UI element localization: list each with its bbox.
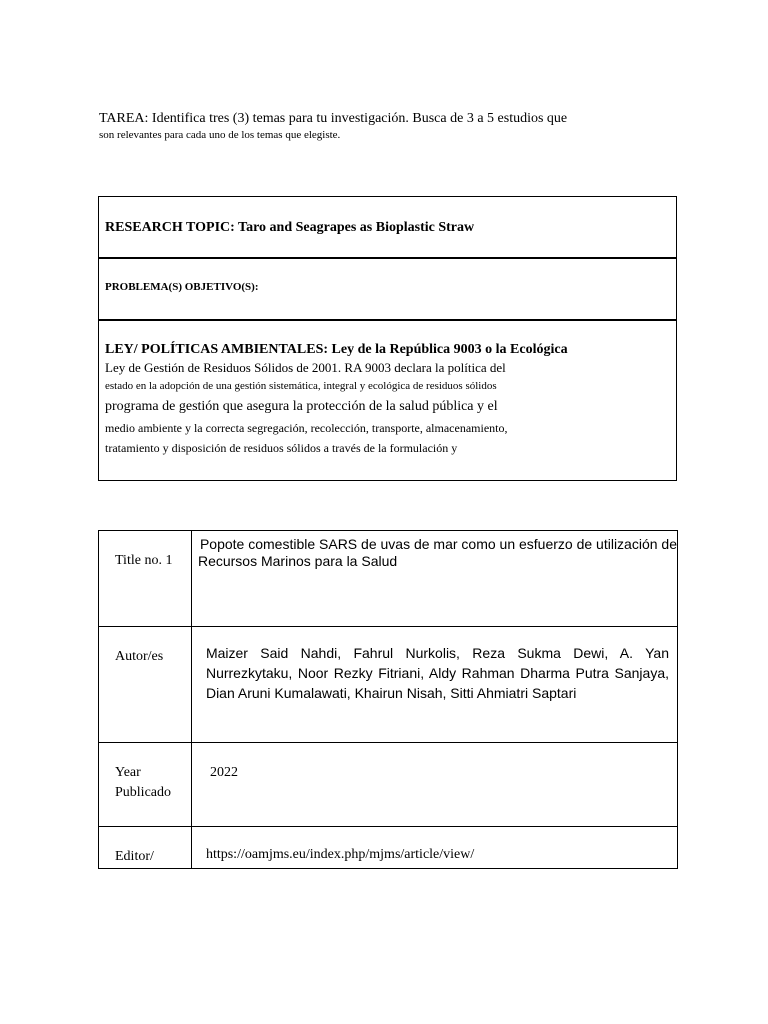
study-title-line-2: Recursos Marinos para la Salud bbox=[197, 553, 398, 569]
environmental-law-row bbox=[99, 321, 676, 458]
year-label-cell bbox=[99, 743, 192, 827]
year-label-line-2: Publicado bbox=[115, 785, 171, 800]
research-topic-box bbox=[98, 196, 677, 481]
table-row-year bbox=[99, 743, 678, 827]
authors-text: Maizer Said Nahdi, Fahrul Nurkolis, Reza Sukma Dewi, A. Yan Nurrezkytaku, Noor Rezky Fitriani, Aldy Rahman Dharma Putra Sanjaya, Dian Aruni Kumalawati, Khairun Nisah, Sitti Ahmiatri Saptari bbox=[205, 645, 669, 701]
research-topic-title: RESEARCH TOPIC: Taro and Seagrapes as Bioplastic Straw bbox=[105, 220, 475, 235]
law-text-line: tratamiento y disposición de residuos sólidos a través de la formulación y bbox=[105, 441, 458, 455]
editor-value-cell bbox=[191, 827, 677, 869]
law-text-line: medio ambiente y la correcta segregación, recolección, transporte, almacenamiento, bbox=[105, 421, 508, 435]
task-line-2: son relevantes para cada uno de los temas que elegiste. bbox=[99, 129, 341, 141]
title-label-cell bbox=[99, 531, 192, 627]
authors-value-cell bbox=[191, 627, 677, 743]
study-info-table bbox=[98, 530, 678, 869]
year-label-line-1: Year bbox=[115, 765, 141, 780]
law-text-line: programa de gestión que asegura la protección de la salud pública y el bbox=[105, 399, 498, 414]
task-line-1: TAREA: Identifica tres (3) temas para tu investigación. Busca de 3 a 5 estudios que bbox=[99, 111, 568, 126]
table-row-title bbox=[99, 531, 678, 627]
table-row-authors bbox=[99, 627, 678, 743]
study-title-line-1: Popote comestible SARS de uvas de mar como un esfuerzo de utilización de bbox=[199, 536, 677, 552]
year-value: 2022 bbox=[209, 765, 238, 780]
table-row-editor bbox=[99, 827, 678, 869]
title-value-cell bbox=[191, 531, 677, 627]
title-label: Title no. 1 bbox=[115, 553, 173, 568]
task-instructions bbox=[99, 110, 699, 142]
editor-label-cell bbox=[99, 827, 192, 869]
problem-objective-row bbox=[99, 259, 676, 321]
law-text-line: estado en la adopción de una gestión sistemática, integral y ecológica de residuos sólidos bbox=[105, 380, 497, 392]
environmental-law-title: LEY/ POLÍTICAS AMBIENTALES: Ley de la República 9003 o la Ecológica bbox=[105, 342, 568, 357]
problem-objective-label: PROBLEMA(S) OBJETIVO(S): bbox=[105, 281, 259, 293]
author-label-cell bbox=[99, 627, 192, 743]
editor-url: https://oamjms.eu/index.php/mjms/article/view/ bbox=[205, 847, 475, 862]
editor-label: Editor/ bbox=[115, 849, 154, 864]
author-label: Autor/es bbox=[115, 649, 164, 664]
research-topic-row bbox=[99, 197, 676, 259]
year-value-cell bbox=[191, 743, 677, 827]
law-text-line: Ley de Gestión de Residuos Sólidos de 2001. RA 9003 declara la política del bbox=[105, 360, 506, 375]
